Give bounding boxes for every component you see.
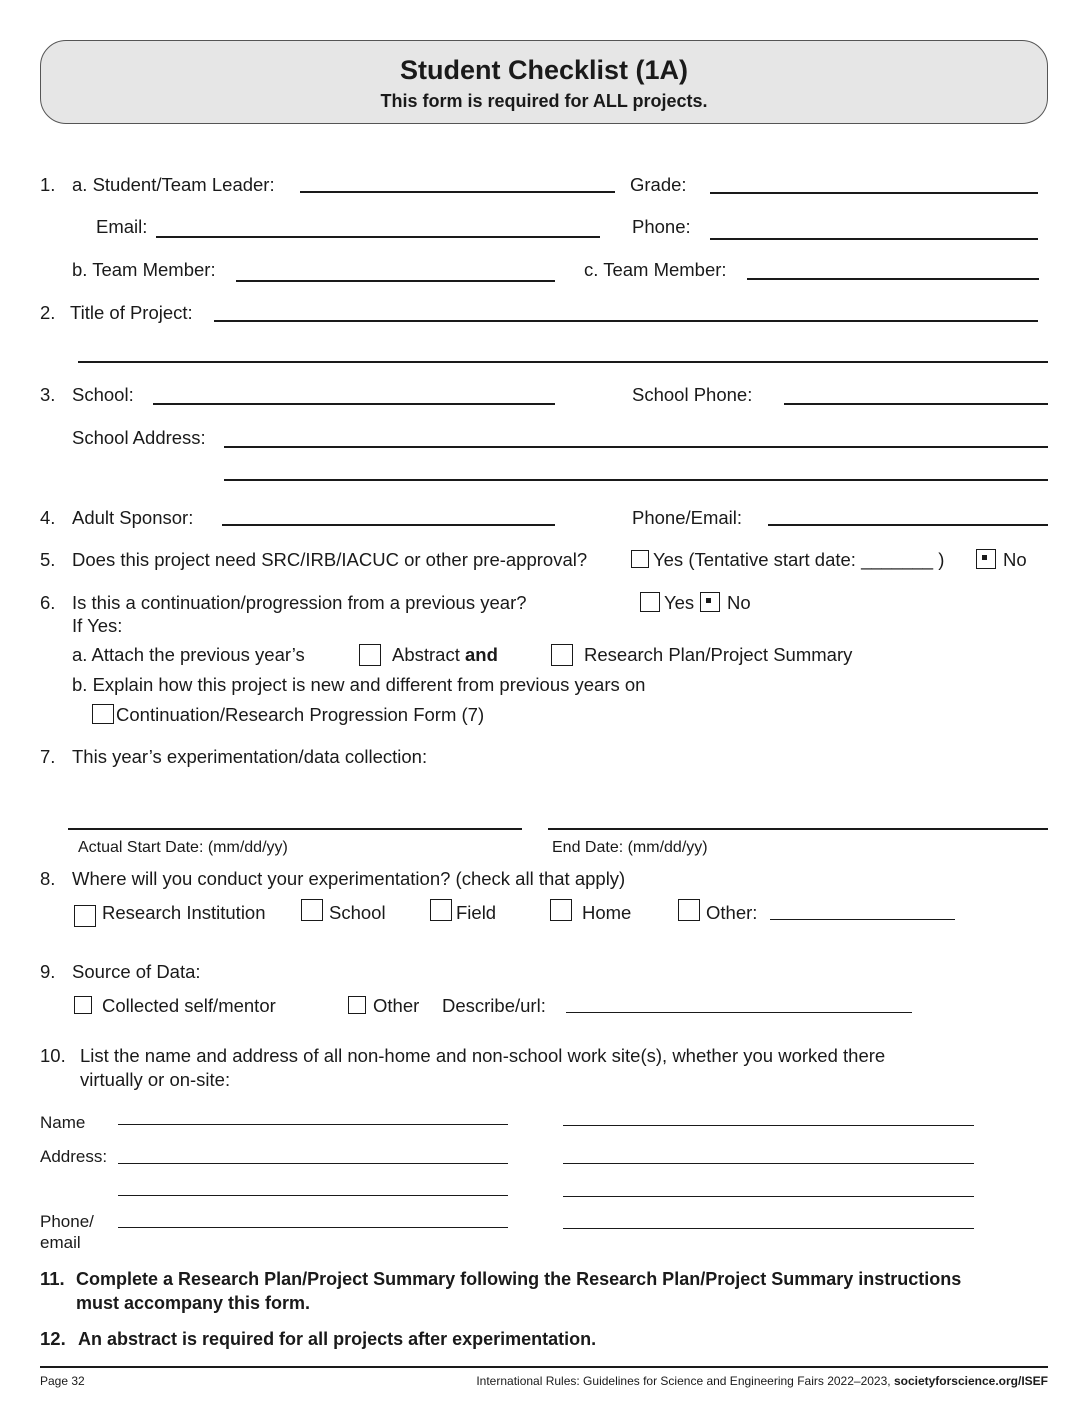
adult-sponsor-field[interactable]	[222, 524, 555, 526]
preapproval-no-checkbox[interactable]	[976, 549, 996, 569]
footer-source: International Rules: Guidelines for Science and Engineering Fairs 2022–2023, societyforscience.org/ISEF	[476, 1374, 1048, 1388]
and-label: and	[465, 644, 498, 665]
research-plan-checkbox[interactable]	[551, 644, 573, 666]
site1-address-field-2[interactable]	[118, 1195, 508, 1196]
home-label: Home	[582, 902, 632, 923]
research-institution-checkbox[interactable]	[74, 905, 96, 927]
title-of-project-label: Title of Project:	[70, 302, 193, 323]
item-number-7: 7.	[40, 746, 56, 767]
other-location-label: Other:	[706, 902, 758, 923]
start-date-field[interactable]	[68, 828, 522, 830]
preapproval-question: Does this project need SRC/IRB/IACUC or other pre-approval?	[72, 549, 588, 570]
site1-phone-field[interactable]	[118, 1227, 508, 1228]
address-label: Address:	[40, 1147, 108, 1166]
email-label: Email:	[96, 216, 148, 237]
preapproval-yes-label: Yes (Tentative start date: _______ )	[653, 549, 945, 570]
end-date-field[interactable]	[548, 828, 1048, 830]
site1-name-field[interactable]	[118, 1124, 508, 1125]
item-number-10: 10.	[40, 1045, 66, 1066]
site2-address-field-2[interactable]	[563, 1196, 974, 1197]
other-source-checkbox[interactable]	[348, 996, 366, 1014]
progression-form-checkbox[interactable]	[92, 704, 114, 724]
if-yes-label: If Yes:	[72, 615, 123, 636]
field-checkbox[interactable]	[430, 899, 452, 921]
adult-sponsor-label: Adult Sponsor:	[72, 507, 194, 528]
name-label: Name	[40, 1113, 86, 1132]
abstract-checkbox[interactable]	[359, 644, 381, 666]
footer-url: societyforscience.org/ISEF	[893, 1374, 1048, 1388]
source-of-data-label: Source of Data:	[72, 961, 201, 982]
school-field[interactable]	[153, 403, 555, 405]
continuation-no-checkbox[interactable]	[700, 592, 720, 612]
title-of-project-field-2[interactable]	[78, 361, 1048, 363]
other-source-label: Other	[373, 995, 420, 1016]
item-number-11: 11.	[40, 1268, 65, 1289]
site2-phone-field[interactable]	[563, 1228, 974, 1229]
school-phone-label: School Phone:	[632, 384, 753, 405]
team-member-b-label: b. Team Member:	[72, 259, 216, 280]
research-plan-instruction-line2: must accompany this form.	[76, 1293, 311, 1313]
item-number-5: 5.	[40, 549, 56, 570]
item-number-1: 1.	[40, 174, 56, 195]
other-location-checkbox[interactable]	[678, 899, 700, 921]
team-member-c-field[interactable]	[747, 278, 1039, 280]
research-plan-label: Research Plan/Project Summary	[584, 644, 853, 665]
research-plan-instruction-line1: Complete a Research Plan/Project Summary following the Research Plan/Project Summary instructions	[76, 1269, 962, 1289]
item-number-9: 9.	[40, 961, 56, 982]
school-phone-field[interactable]	[784, 403, 1048, 405]
explain-new-label: b. Explain how this project is new and different from previous years on	[72, 674, 646, 695]
item-number-3: 3.	[40, 384, 56, 405]
site1-address-field[interactable]	[118, 1163, 508, 1164]
describe-url-label: Describe/url:	[442, 995, 546, 1016]
item-number-2: 2.	[40, 302, 56, 323]
title-of-project-field[interactable]	[214, 320, 1038, 322]
abstract-required-note: An abstract is required for all projects after experimentation.	[78, 1329, 597, 1349]
item-number-6: 6.	[40, 592, 56, 613]
page-number: Page 32	[40, 1374, 85, 1388]
research-institution-label: Research Institution	[102, 902, 266, 923]
experimentation-label: This year’s experimentation/data collection:	[72, 746, 428, 767]
phone-label: Phone:	[632, 216, 691, 237]
team-member-c-label: c. Team Member:	[584, 259, 727, 280]
location-question: Where will you conduct your experimentation? (check all that apply)	[72, 868, 626, 889]
progression-form-label: Continuation/Research Progression Form (7)	[116, 704, 485, 725]
continuation-no-label: No	[727, 592, 751, 613]
home-checkbox[interactable]	[550, 899, 572, 921]
work-site-question-line2: virtually or on-site:	[80, 1069, 231, 1090]
team-member-b-field[interactable]	[236, 280, 555, 282]
abstract-label: Abstract and	[392, 644, 498, 665]
collected-self-label: Collected self/mentor	[102, 995, 276, 1016]
item-number-4: 4.	[40, 507, 56, 528]
school-address-field-2[interactable]	[224, 479, 1048, 481]
item-number-12: 12.	[40, 1328, 66, 1349]
phone-email-label: Phone/Email:	[632, 507, 743, 528]
continuation-yes-checkbox[interactable]	[640, 592, 660, 612]
email-field[interactable]	[156, 236, 600, 238]
preapproval-no-label: No	[1003, 549, 1027, 570]
form-header	[40, 40, 1048, 124]
grade-field[interactable]	[710, 192, 1038, 194]
phone-field[interactable]	[710, 238, 1038, 240]
item-number-8: 8.	[40, 868, 56, 889]
attach-previous-label: a. Attach the previous year’s	[72, 644, 305, 665]
phone-email-site-label-1: Phone/	[40, 1212, 94, 1231]
footer-divider	[40, 1366, 1048, 1368]
school-label: School:	[72, 384, 134, 405]
school-location-label: School	[329, 902, 386, 923]
preapproval-yes-checkbox[interactable]	[631, 550, 649, 568]
continuation-yes-label: Yes	[664, 592, 695, 613]
form-title: Student Checklist (1A)	[399, 55, 689, 85]
site2-address-field[interactable]	[563, 1163, 974, 1164]
student-leader-field[interactable]	[300, 191, 615, 193]
phone-email-site-label-2: email	[40, 1233, 81, 1252]
school-location-checkbox[interactable]	[301, 899, 323, 921]
grade-label: Grade:	[630, 174, 687, 195]
student-leader-label: a. Student/Team Leader:	[72, 174, 275, 195]
collected-self-checkbox[interactable]	[74, 996, 92, 1014]
school-address-field[interactable]	[224, 446, 1048, 448]
other-location-field[interactable]	[770, 919, 955, 920]
describe-url-field[interactable]	[566, 1012, 912, 1013]
school-address-label: School Address:	[72, 427, 206, 448]
start-date-label: Actual Start Date: (mm/dd/yy)	[78, 839, 288, 856]
end-date-label: End Date: (mm/dd/yy)	[552, 839, 708, 856]
site2-name-field[interactable]	[563, 1125, 974, 1126]
field-label: Field	[456, 902, 497, 923]
sponsor-phone-email-field[interactable]	[768, 524, 1048, 526]
work-site-question-line1: List the name and address of all non-home and non-school work site(s), whether you worked there	[80, 1045, 886, 1066]
continuation-question: Is this a continuation/progression from a previous year?	[72, 592, 527, 613]
form-subtitle: This form is required for ALL projects.	[380, 91, 708, 111]
